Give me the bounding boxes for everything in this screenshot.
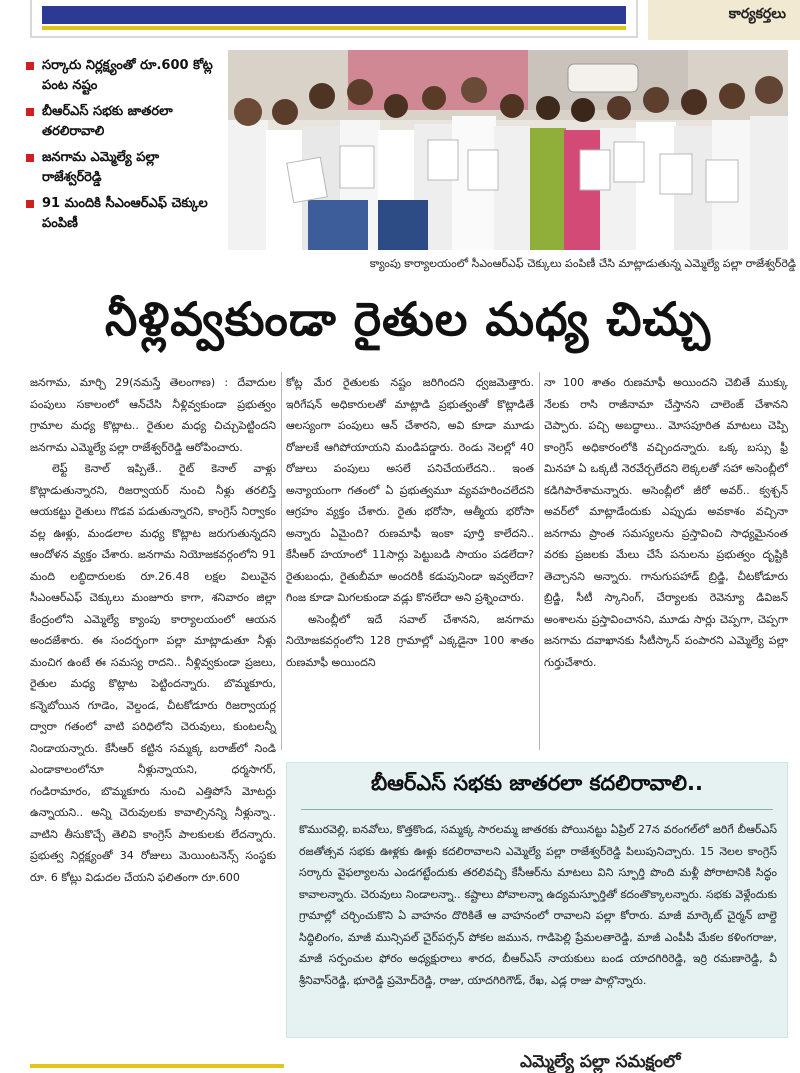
advert-yellow-bar — [42, 26, 626, 30]
substory-box — [286, 762, 788, 1038]
highlight-item — [26, 56, 216, 96]
bottom-yellow-bar — [30, 1064, 284, 1068]
photo-illustration — [228, 50, 788, 250]
article-column-1 — [30, 372, 276, 888]
top-advert-strip — [30, 0, 638, 38]
top-right-panel — [648, 0, 800, 40]
highlight-item — [26, 102, 216, 142]
red-square-bullet-icon — [26, 62, 34, 70]
red-square-bullet-icon — [26, 108, 34, 116]
highlights-list — [26, 56, 216, 240]
red-square-bullet-icon — [26, 154, 34, 162]
advert-blue-bar — [42, 6, 626, 24]
paragraph: లెఫ్ట్‌ కెనాల్‌ ఇప్పితే.. రైట్‌ కెనాల్‌ వాళ్లు కొట్లాడుతున్నారని, రిజర్వాయర్‌ నుంచి నీళ్లు తరలిస్తే ఆయకట్టు రైతులు గొడవ పడుతున్నారని, కాంగ్రెస్‌ నిర్వాకం వల్ల ఊళ్లు, మండలాల మధ్య కొట్లాట జరుగుతున్నదని ఆందోళన వ్యక్తం చేశారు. జనగామ నియోజకవర్గంలోని 91 మంది లబ్ధిదారులకు రూ.26.48 లక్షల విలువైన సీఎంఆర్‌ఎఫ్‌ చెక్కులు మంజూరు కాగా, శనివారం జిల్లా కేంద్రంలోని ఎమ్మెల్యే క్యాంపు కార్యాలయంలో ఆయన అందజేశారు. ఈ సందర్భంగా పల్లా మాట్లాడుతూ నీళ్లు మంచిగ ఉంటే ఈ సమస్య రాదని.. నీళ్లివ్వకుండా ప్రజలు, రైతుల మధ్య కొట్లాట పెట్టిందన్నారు. బొమ్మకూరు, కన్నెబోయిన గూడెం, వెల్దండ, చీటకోడూరు రిజర్వాయర్ల ద్వారా గతంలో వాటి పరిధిలోని చెరువులు, కుంటలన్నీ నిండాయన్నారు. కేసీఆర్‌ కట్టిన సమ్మక్క బరాజ్‌లో నిండి ఎండాకాలంలోనూ నీళ్లున్నాయని, ధర్మసాగర్‌, గండిరామారం, బొమ్మకూరు నుంచి ఎత్తిపోసే మోటర్లు ఉన్నాయని.. అన్ని చెరువులకు కావాల్సినన్ని నీళ్లున్నా.. వాటిని తీసుకొచ్చే తెలివి కాంగ్రెస్‌ పాలకులకు లేదన్నారు. ప్రభుత్వ నిర్లక్ష్యంతో 34 రోజులు మెయింటనెన్స్‌ సంస్థకు రూ. 6 కోట్లు విడుదల చేయని ఫలితంగా రూ.600 — [30, 462, 276, 884]
highlight-text: సర్కారు నిర్లక్ష్యంతో రూ.600 కోట్ల పంట నష్టం — [42, 58, 213, 93]
news-photo — [228, 50, 788, 250]
column-divider — [281, 372, 282, 750]
article-column-3 — [544, 372, 788, 673]
paragraph: అసెంబ్లీలో ఇదే సవాల్‌ చేశానని, జనగామ నియోజకవర్గంలోని 128 గ్రామాల్లో ఎక్కడైనా 100 శాతం రుణమాఫీ అయిందని — [286, 612, 534, 669]
column-divider — [539, 372, 540, 750]
top-right-label: కార్యకర్తలు — [728, 6, 786, 22]
article-column-2 — [286, 372, 534, 673]
highlight-text: బీఆర్‌ఎస్‌ సభకు జాతరలా తరలిరావాలి — [42, 104, 173, 139]
photo-caption: క్యాంపు కార్యాలయంలో సీఎంఆర్‌ఎఫ్‌ చెక్కులు పంపిణీ చేసి మాట్లాడుతున్న ఎమ్మెల్యే పల్లా రాజేశ్వర్‌రెడ్డి — [369, 257, 796, 270]
red-square-bullet-icon — [26, 200, 34, 208]
highlight-text: జనగామ ఎమ్మెల్యే పల్లా రాజేశ్వర్‌రెడ్డి — [42, 150, 160, 185]
paragraph: కోట్ల మేర రైతులకు నష్టం జరిగిందని ధ్వజమెత్తారు. ఇరిగేషన్‌ అధికారులతో మాట్లాడి ప్రభుత్వంతో కొట్లాడితే ఆలస్యంగా పంపులు ఆన్‌ చేశారని, అవి కూడా మూడు రోజులకే ఆగిపోయాయని మండిపడ్డారు. రెండు నెలల్లో 40 రోజులు పంపులు అసలే పనిచేయలేదని.. ఇంత అన్యాయంగా గతంలో ఏ ప్రభుత్వమూ వ్యవహరించలేదని ఆగ్రహం వ్యక్తం చేశారు. రైతు భరోసా, ఆత్మీయ భరోసా అన్నారు ఏమైంది? రుణమాఫీ ఇంకా పూర్తి కాలేదని.. కేసీఆర్‌ హయాంలో 11సార్లు పెట్టుబడి సాయం పడలేదా? రైతుబంధు, రైతుబీమా అందరికీ కడుపునిండా ఇవ్వలేదా? గింజ కూడా మిగలకుండా వడ్లు కొనలేదా అని ప్రశ్నించారు. — [286, 376, 534, 604]
headline: నీళ్లివ్వకుండా రైతుల మధ్య చిచ్చు — [104, 292, 712, 346]
highlight-text: 91 మందికి సీఎంఆర్‌ఎఫ్‌ చెక్కుల పంపిణీ — [42, 196, 208, 231]
substory-text: కొమురవెల్లి, ఐనవోలు, కొత్తకొండ, సమ్మక్క సారలమ్మ జాతరకు పోయినట్టు ఏప్రిల్‌ 27న వరంగల్‌లో జరిగే బీఆర్‌ఎస్‌ రజతోత్సవ సభకు ఊళ్లకు ఊళ్లు కదలిరావాలని ఎమ్మెల్యే పల్లా రాజేశ్వర్‌రెడ్డి పిలుపునిచ్చారు. 15 నెలల కాంగ్రెస్‌ సర్కారు వైఫల్యాలను ఎండగట్టేందుకు తరలివచ్చి కేసీఆర్‌ను మాటలు విని స్ఫూర్తి పొంది మళ్లీ పోరాటానికి సిద్ధం కావాలన్నారు. చెరువులు నిండాలన్నా.. కష్టాలు పోవాలన్నా ఉద్యమస్ఫూర్తితో కదంతొక్కాలన్నారు. సభకు వెళ్లేందుకు గ్రామాల్లో చర్చించుకొని ఏ వాహనం దొరికితే ఆ వాహనంలో రావాలని పల్లా కోరారు. మాజీ మార్కెట్‌ చైర్మన్‌ బాల్దె సిద్ధిలింగం, మాజీ మున్సిపల్‌ చైర్‌పర్సన్‌ పోకల జమున, గాడిపెల్లి ప్రేమలతారెడ్డి, మాజీ ఎంపీపీ మేకల కళింగరాజు, మాజీ సర్పంచుల ఫోరం అధ్యక్షురాలు శారద, బీఆర్‌ఎస్‌ నాయకులు బండ యాదగిరిరెడ్డి, ఇర్రి రమణారెడ్డి, వీ శ్రీనివాస్‌రెడ్డి, భూరెడ్డి ప్రమోద్‌రెడ్డి, రాజు, యాదగిరిగౌడ్‌, రేఖ, ఎడ్ల రాజు పాల్గొన్నారు. — [299, 823, 777, 987]
highlight-item — [26, 194, 216, 234]
highlight-item — [26, 148, 216, 188]
paragraph: నా 100 శాతం రుణమాఫీ అయిందని చెబితే ముక్కు నేలకు రాసి రాజీనామా చేస్తానని చాలెంజ్‌ చేశానని చెప్పారు. పచ్చి అబద్ధాలు.. మోసపూరిత మాటలు చెప్పి కాంగ్రెస్‌ అధికారంలోకి వచ్చిందన్నారు. ఒక్క బస్సు ఫ్రీ మినహా ఏ ఒక్కటీ నెరవేర్చలేదని లెక్కలతో సహా అసెంబ్లీలో కడిగిపారేశామన్నారు. అసెంబ్లీలో జీరో అవర్‌.. క్వశ్చన్‌ అవర్‌లో మాట్లాడేందుకు ఎప్పుడు అవకాశం వచ్చినా జనగామ ప్రాంత సమస్యలను ప్రస్తావించి సాధ్యమైనంత వరకు ప్రజలకు మేలు చేసే పనులను ప్రభుత్వం దృష్టికి తెచ్చానని అన్నారు. గానుగుపహాడ్‌ బ్రిడ్జి, చీటకోడూరు బ్రిడ్జి, సీటీ స్కానింగ్‌, చేర్యాలకు రెవెన్యూ డివిజన్‌ అంశాలను ప్రస్తావించానని, మూడు సార్లు చెప్పగా, చెప్పగా జనగామ దవాఖానకు సీటీస్కాన్‌ పంపారని ఎమ్మెల్యే పల్లా గుర్తుచేశారు. — [544, 376, 788, 669]
substory-heading: బీఆర్‌ఎస్‌ సభకు జాతరలా కదలిరావాలి.. — [370, 771, 704, 795]
next-story-teaser: ఎమ్మెల్యే పల్లా సమక్షంలో — [520, 1052, 681, 1072]
paragraph: జనగామ, మార్చి 29(నమస్తే తెలంగాణ) : దేవాదుల పంపులు సకాలంలో ఆన్‌చేసి నీళ్లివ్వకుండా ప్రభుత్వం గ్రామాల మధ్య కొట్లాట.. రైతుల మధ్య చిచ్చుపెట్టిందని జనగామ ఎమ్మెల్యే పల్లా రాజేశ్వర్‌రెడ్డి ఆరోపించారు. — [30, 376, 276, 454]
substory-rule — [301, 809, 773, 810]
